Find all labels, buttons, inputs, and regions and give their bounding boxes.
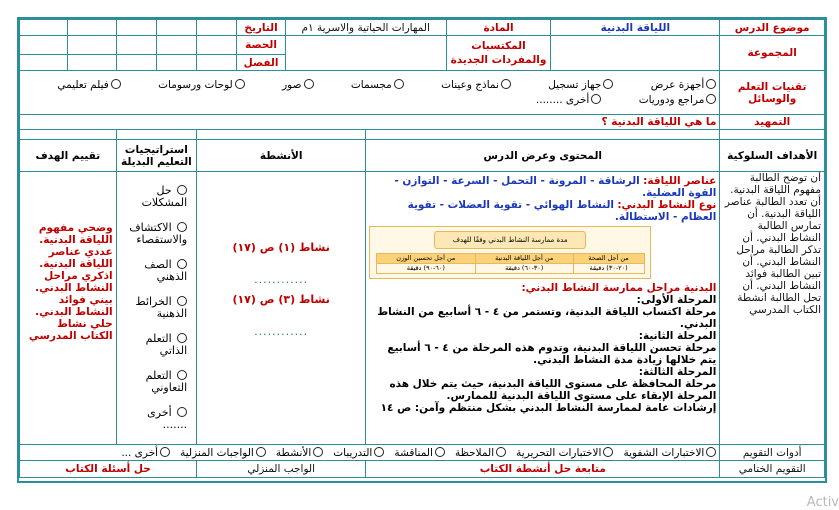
strategy-item[interactable]: أخرى ....... xyxy=(147,406,188,431)
strategy-item[interactable]: الصف الذهني xyxy=(144,258,188,283)
radio-icon xyxy=(496,447,506,457)
subject-value: المهارات الحياتية والاسرية ١م xyxy=(285,20,446,36)
topic-value: اللياقة البدنية xyxy=(551,20,720,36)
assessment-written[interactable]: الاختبارات التحريرية xyxy=(516,447,613,459)
activity-1-dots[interactable]: ............ xyxy=(254,273,309,286)
assessment-discussion[interactable]: المناقشة xyxy=(394,447,445,459)
period-label: الحصة xyxy=(237,36,285,55)
strategy-item[interactable]: الاكتشاف والاستقصاء xyxy=(129,221,188,246)
radio-icon xyxy=(394,79,404,89)
lesson-plan-sheet xyxy=(17,17,827,483)
radio-icon xyxy=(256,447,266,457)
figure-title: مدة ممارسة النشاط البدني وفقًا للهدف xyxy=(434,231,586,249)
date-label: التاريخ xyxy=(237,20,285,36)
group-value[interactable] xyxy=(551,36,720,71)
radio-icon xyxy=(374,447,384,457)
content-header: المحتوى وعرض الدرس xyxy=(366,140,720,172)
radio-icon xyxy=(177,407,187,417)
homework-value: حل أسئلة الكتاب xyxy=(20,461,197,478)
class-label: الفصل xyxy=(237,55,285,71)
assessment-oral[interactable]: الاختبارات الشفوية xyxy=(623,447,716,459)
radio-icon xyxy=(304,79,314,89)
radio-icon xyxy=(235,79,245,89)
tool-option-models[interactable]: نماذج وعينات xyxy=(441,79,511,91)
lesson-plan-table xyxy=(19,19,825,478)
objectives-text: أن توضح الطالبة مفهوم اللياقة البدنية. أن تعدد الطالبة عناصر اللياقة البدنية. أن تمارس الطالبة النشاط البدني. أن تذكر الطالبة مراحل النشاط البدني. أن تبين الطالبة فوائد النشاط البدني. أن تحل الطالبة انشطة الكتاب المدرسي xyxy=(720,172,825,445)
evaluation-header: تقييم الهدف xyxy=(20,140,117,172)
date-cell-4[interactable] xyxy=(68,20,116,36)
evaluation-item: بيني فوائد النشاط البدني. xyxy=(35,294,113,318)
radio-icon xyxy=(603,447,613,457)
radio-icon xyxy=(706,79,716,89)
group-label: المجموعة xyxy=(720,36,825,71)
strategies-header: استراتيجيات التعليم البديلة xyxy=(116,140,197,172)
radio-icon xyxy=(313,447,323,457)
assessment-exercises[interactable]: التدريبات xyxy=(333,447,384,459)
assessment-label: أدوات التقويم xyxy=(720,445,825,461)
tools-label: تقنيات التعلم والوسائل xyxy=(720,71,825,115)
tool-option-references[interactable]: مراجع ودوريات xyxy=(639,94,717,106)
final-value: متابعة حل أنشطة الكتاب xyxy=(366,461,720,478)
radio-icon xyxy=(435,447,445,457)
date-cell-3[interactable] xyxy=(116,20,156,36)
radio-icon xyxy=(111,79,121,89)
tool-option-images[interactable]: صور xyxy=(282,79,313,91)
tool-option-recorder[interactable]: جهاز تسجيل xyxy=(548,79,613,91)
strategy-item[interactable]: التعلم الذاتي xyxy=(145,332,188,357)
date-cell-1[interactable] xyxy=(197,20,237,36)
assessment-homework[interactable]: الواجبات المنزلية xyxy=(180,447,266,459)
tool-option-3d[interactable]: مجسمات xyxy=(351,79,404,91)
duration-figure: مدة ممارسة النشاط البدني وفقًا للهدف من أجل الصحة من أجل اللياقة البدنية من أجل تحسين الوزن (٢٠-٣٠) دقيقة (٣٠-٦٠) دقيقة (٦٠-٩٠) دقيقة xyxy=(369,226,651,279)
radio-icon xyxy=(591,94,601,104)
date-cell-2[interactable] xyxy=(156,20,196,36)
homework-label: الواجب المنزلي xyxy=(197,461,366,478)
activities-header: الأنشطة xyxy=(197,140,366,172)
tool-option-projector[interactable]: أجهزة عرض xyxy=(651,79,717,91)
activity-3-dots[interactable]: ............ xyxy=(254,325,309,338)
activity-3: نشاط (٣) ص (١٧) xyxy=(232,293,330,306)
assessment-observation[interactable]: الملاحظة xyxy=(455,447,506,459)
radio-icon xyxy=(603,79,613,89)
evaluation-item: حلي نشاط الكتاب المدرسي xyxy=(28,318,113,342)
radio-icon xyxy=(177,296,187,306)
radio-icon xyxy=(706,94,716,104)
assessment-activities[interactable]: الأنشطة xyxy=(276,447,323,459)
intro-label: التمهيد xyxy=(720,115,825,130)
radio-icon xyxy=(177,333,187,343)
skills-value[interactable] xyxy=(285,36,446,71)
intro-value: ما هي اللياقة البدنية ؟ xyxy=(20,115,720,130)
subject-label: المادة xyxy=(446,20,551,36)
radio-icon xyxy=(160,447,170,457)
strategy-item[interactable]: التعلم التعاوني xyxy=(145,369,188,394)
skills-label: المكتسبات والمفردات الجديدة xyxy=(446,36,551,71)
evaluation-item: وضحي مفهوم اللياقة البدنية. xyxy=(38,222,113,246)
strategy-item[interactable]: حل المشكلات xyxy=(141,184,188,209)
activity-1: نشاط (١) ص (١٧) xyxy=(232,241,330,254)
radio-icon xyxy=(177,370,187,380)
date-cell-5[interactable] xyxy=(20,20,68,36)
radio-icon xyxy=(706,447,716,457)
tool-option-film[interactable]: فيلم تعليمي xyxy=(57,79,120,91)
evaluation-item: اذكري مراحل النشاط البدني. xyxy=(35,270,113,294)
evaluation-item: عددي عناصر اللياقة البدنية. xyxy=(39,246,113,270)
topic-label: موضوع الدرس xyxy=(720,20,825,36)
tool-option-boards[interactable]: لوحات ورسومات xyxy=(158,79,245,91)
radio-icon xyxy=(501,79,511,89)
radio-icon xyxy=(177,185,187,195)
activation-watermark: Activ xyxy=(806,495,839,510)
radio-icon xyxy=(177,259,187,269)
final-label: التقويم الختامي xyxy=(720,461,825,478)
assessment-other[interactable]: أخرى ... xyxy=(121,447,170,459)
lesson-content: عناصر اللياقة: الرشاقة - المرونة - التحمل - السرعة - التوازن - القوة العضلية. نوع النشاط البدني: النشاط الهوائي - تقوية العضلات - تقوية العظام - الاستطالة. مدة ممارسة النشاط البدني وفقًا للهدف من أجل الصحة من أجل اللياقة البدنية من أجل تحسين الوزن (٢٠-٣٠) دقيقة (٣٠-٦٠) دقيقة (٦٠-٩٠) دقيقة البدنية مراحل ممارسة النشاط البدني: المرحلة الأولى: مرحلة اكتساب اللياقة البدنية، وتستمر من ٤ - ٦ أسابيع من النشاط البدني. المرحلة الثانية: مرحلة تحسن اللياقة البدنية، وتدوم هذه المرحلة من ٤ - ٦ أسابيع يتم خلالها زيادة مدة النشاط البدني. المرحلة الثالثة: مرحلة المحافظة على مستوى اللياقة البدنية، حيث يتم خلال هذه المرحلة الإبقاء على مستوى اللياقة البدنية للممارس. إرشادات عامة لممارسة النشاط البدني بشكل منتظم وآمن: ص ١٤ xyxy=(366,172,720,445)
tool-option-other[interactable]: أخرى ........ xyxy=(536,94,601,106)
radio-icon xyxy=(177,222,187,232)
strategy-item[interactable]: الخرائط الذهنية xyxy=(135,295,188,320)
objectives-header: الأهداف السلوكية xyxy=(720,140,825,172)
